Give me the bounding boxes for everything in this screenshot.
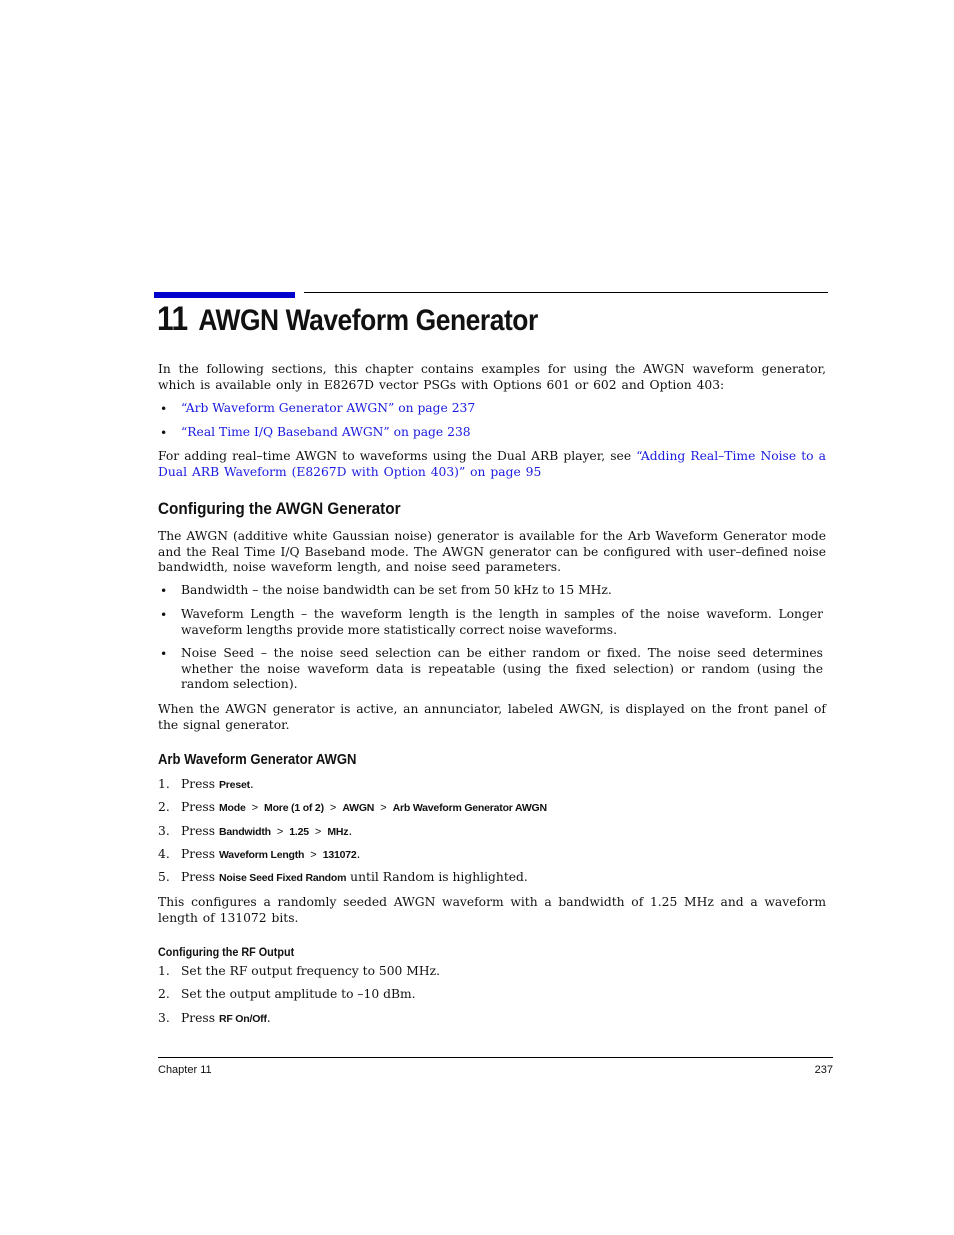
bullet-noise-seed: Noise Seed – the noise seed selection can be either random or fixed. The noise seed determines whether the noise waveform data is repeatable (using the fixed selection) or random (using the random selection). — [181, 646, 823, 692]
key-131072: 131072 — [322, 849, 357, 861]
press-label: Press — [181, 847, 216, 861]
key-separator: > — [314, 826, 322, 838]
configuration-summary: This configures a randomly seeded AWGN waveform with a bandwidth of 1.25 MHz and a waveform length of 131072 bits. — [158, 895, 826, 925]
step-number: 2. — [158, 800, 170, 814]
step-suffix: . — [266, 1011, 271, 1025]
link-arb-waveform-awgn[interactable]: “Arb Waveform Generator AWGN” on page 237 — [181, 401, 476, 415]
dual-arb-prefix: For adding real–time AWGN to waveforms using the Dual ARB player, see — [158, 449, 637, 463]
step-number: 3. — [158, 824, 170, 838]
annunciator-paragraph: When the AWGN generator is active, an annunciator, labeled AWGN, is displayed on the front panel of the signal generator. — [158, 702, 826, 732]
press-label: Press — [181, 870, 216, 884]
footer-rule — [158, 1057, 833, 1058]
bullet-waveform-length: Waveform Length – the waveform length is the length in samples of the noise waveform. Longer waveform lengths provide more statistically correct noise waveforms. — [181, 607, 823, 637]
key-separator: > — [310, 849, 317, 861]
step-number: 1. — [158, 777, 170, 791]
key-mhz: MHz — [327, 826, 349, 838]
step-1 — [181, 777, 823, 794]
press-label: Press — [181, 800, 216, 814]
key-waveform-length: Waveform Length — [218, 849, 305, 861]
bullet-bandwidth: Bandwidth – the noise bandwidth can be set from 50 kHz to 15 MHz. — [181, 583, 612, 597]
chapter-number: 11 — [157, 300, 188, 338]
chapter-accent-bar — [154, 292, 295, 298]
step-4 — [181, 847, 823, 864]
key-rf-on-off: RF On/Off — [218, 1013, 267, 1025]
key-preset: Preset — [218, 779, 250, 791]
footer-chapter: Chapter 11 — [158, 1064, 212, 1076]
bullet-glyph: • — [160, 608, 168, 622]
step-suffix: until Random is highlighted. — [350, 870, 528, 884]
key-1-25: 1.25 — [289, 826, 309, 838]
chapter-title — [157, 300, 538, 339]
press-label: Press — [181, 777, 216, 791]
step-number: 2. — [158, 987, 170, 1001]
bullet-glyph: • — [160, 647, 168, 661]
dual-arb-paragraph — [158, 449, 826, 480]
key-arb-waveform-generator-awgn: Arb Waveform Generator AWGN — [392, 802, 547, 814]
key-noise-seed-fixed-random: Noise Seed Fixed Random — [218, 872, 347, 884]
chapter-rule — [304, 292, 828, 293]
key-separator: > — [276, 826, 284, 838]
section-heading-rf-output: Configuring the RF Output — [158, 945, 295, 959]
press-label: Press — [181, 824, 216, 838]
step-5 — [181, 870, 823, 887]
step-number: 4. — [158, 847, 170, 861]
rf-step-1: Set the RF output frequency to 500 MHz. — [181, 964, 440, 978]
key-bandwidth: Bandwidth — [218, 826, 271, 838]
section-heading-arb-awgn: Arb Waveform Generator AWGN — [158, 752, 357, 768]
step-number: 5. — [158, 870, 170, 884]
intro-paragraph: In the following sections, this chapter contains examples for using the AWGN waveform generator, which is available only in E8267D vector PSGs with Options 601 or 602 and Option 403: — [158, 362, 826, 392]
key-more: More (1 of 2) — [264, 802, 324, 814]
link-real-time-awgn[interactable]: “Real Time I/Q Baseband AWGN” on page 238 — [181, 425, 471, 439]
key-separator: > — [380, 802, 387, 814]
press-label: Press — [181, 1011, 216, 1025]
bullet-glyph: • — [160, 402, 168, 416]
key-separator: > — [251, 802, 259, 814]
section-heading-configuring-awgn: Configuring the AWGN Generator — [158, 499, 401, 518]
key-mode: Mode — [218, 802, 246, 814]
link-dual-arb-noise[interactable]: “Adding Real–Time Noise to a Dual ARB Waveform (E8267D with Option 403)” on page 95 — [158, 449, 826, 479]
key-awgn: AWGN — [342, 802, 375, 814]
rf-step-2: Set the output amplitude to –10 dBm. — [181, 987, 416, 1001]
step-number: 1. — [158, 964, 170, 978]
awgn-description: The AWGN (additive white Gaussian noise) generator is available for the Arb Waveform Generator mode and the Real Time I/Q Baseband mode. The AWGN generator can be configured with user–defined noise bandwidth, noise waveform length, and noise seed parameters. — [158, 529, 826, 575]
step-2 — [181, 800, 823, 817]
footer-page-number: 237 — [814, 1064, 833, 1076]
chapter-title-text: AWGN Waveform Generator — [198, 304, 538, 337]
rf-step-3 — [181, 1011, 823, 1028]
step-suffix: . — [348, 824, 353, 838]
step-suffix: . — [356, 847, 361, 861]
step-suffix: . — [249, 777, 254, 791]
key-separator: > — [329, 802, 337, 814]
step-3 — [181, 824, 823, 841]
step-number: 3. — [158, 1011, 170, 1025]
bullet-glyph: • — [160, 584, 168, 598]
bullet-glyph: • — [160, 426, 168, 440]
